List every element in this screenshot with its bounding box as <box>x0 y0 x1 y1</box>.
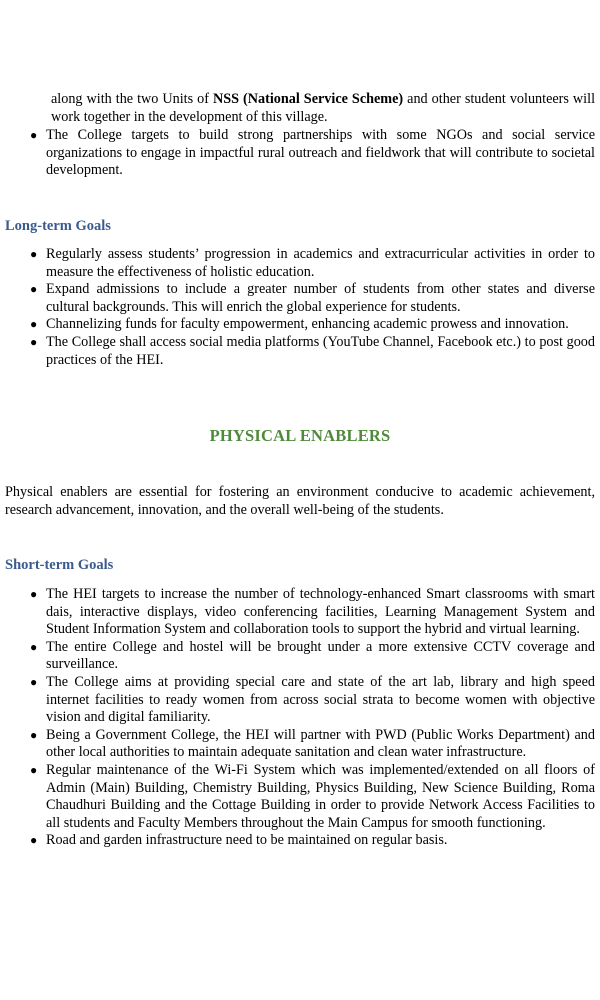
list-item: ● Channelizing funds for faculty empowerment, enhancing academic prowess and innovation. <box>30 316 569 333</box>
list-item: ● Road and garden infrastructure need to be maintained on regular basis. <box>30 832 448 849</box>
long-term-heading: Long-term Goals <box>5 218 111 234</box>
list-item: ● The College shall access social media platforms (YouTube Channel, Facebook etc.) to post good practices of the HEI. <box>30 333 595 368</box>
nss-bold-text: NSS (National Service Scheme) <box>213 91 404 107</box>
physical-enablers-title: PHYSICAL ENABLERS <box>209 426 391 445</box>
list-item: ● The entire College and hostel will be brought under a more extensive CCTV coverage and surveillance. <box>30 638 595 673</box>
list-item: ● The College aims at providing special care and state of the art lab, library and high speed internet facilities to ready women from across social strata to become women with objective vision and digital familiarity. <box>30 673 595 726</box>
intro-continuation <box>0 91 600 126</box>
physical-enablers-paragraph: Physical enablers are essential for fostering an environment conducive to academic achievement, research advancement, innovation, and the overall well-being of the students. <box>5 484 595 518</box>
list-item: ● Expand admissions to include a greater number of students from other states and diverse cultural backgrounds. This will enrich the global experience for students. <box>30 281 595 315</box>
short-term-list <box>0 586 600 850</box>
long-term-list <box>0 246 600 369</box>
bullet-icon: ● <box>30 674 38 689</box>
list-item: ● Being a Government College, the HEI will partner with PWD (Public Works Department) and other local authorities to maintain adequate sanitation and clean water infrastructure. <box>30 726 595 761</box>
bullet-icon: ● <box>30 334 38 349</box>
bullet-icon: ● <box>30 727 38 742</box>
bullet-icon: ● <box>30 128 38 142</box>
intro-continuation-tail: and other student volunteers will work together in the development of this village. <box>51 91 596 125</box>
bullet-icon: ● <box>30 587 38 601</box>
bullet-icon: ● <box>30 317 38 332</box>
list-item: ● The HEI targets to increase the number of technology-enhanced Smart classrooms with smart dais, interactive displays, video conferencing facilities, Learning Management System and Student Information System and collaboration tools to support the hybrid and virtual learning. <box>30 586 595 638</box>
intro-continuation-text: along with the two Units of <box>51 91 213 107</box>
short-term-heading: Short-term Goals <box>5 557 114 573</box>
list-item: ● The College targets to build strong partnerships with some NGOs and social service organizations to engage in impactful rural outreach and fieldwork that will contribute to societal development. <box>30 127 595 179</box>
list-item: ● Regularly assess students’ progression in academics and extracurricular activities in order to measure the effectiveness of holistic education. <box>30 246 595 280</box>
intro-bullet-list <box>0 127 600 180</box>
list-item: ● Regular maintenance of the Wi-Fi System which was implemented/extended on all floors of Admin (Main) Building, Chemistry Building, Physics Building, New Science Building, Roma Chaudhuri Building and the Cottage Building in order to provide Network Access Facilities to all students and Faculty Members throughout the Main Campus for smooth functioning. <box>30 761 595 831</box>
bullet-icon: ● <box>30 833 38 848</box>
bullet-icon: ● <box>30 639 38 654</box>
bullet-icon: ● <box>30 282 38 297</box>
bullet-icon: ● <box>30 762 38 777</box>
bullet-icon: ● <box>30 247 38 261</box>
